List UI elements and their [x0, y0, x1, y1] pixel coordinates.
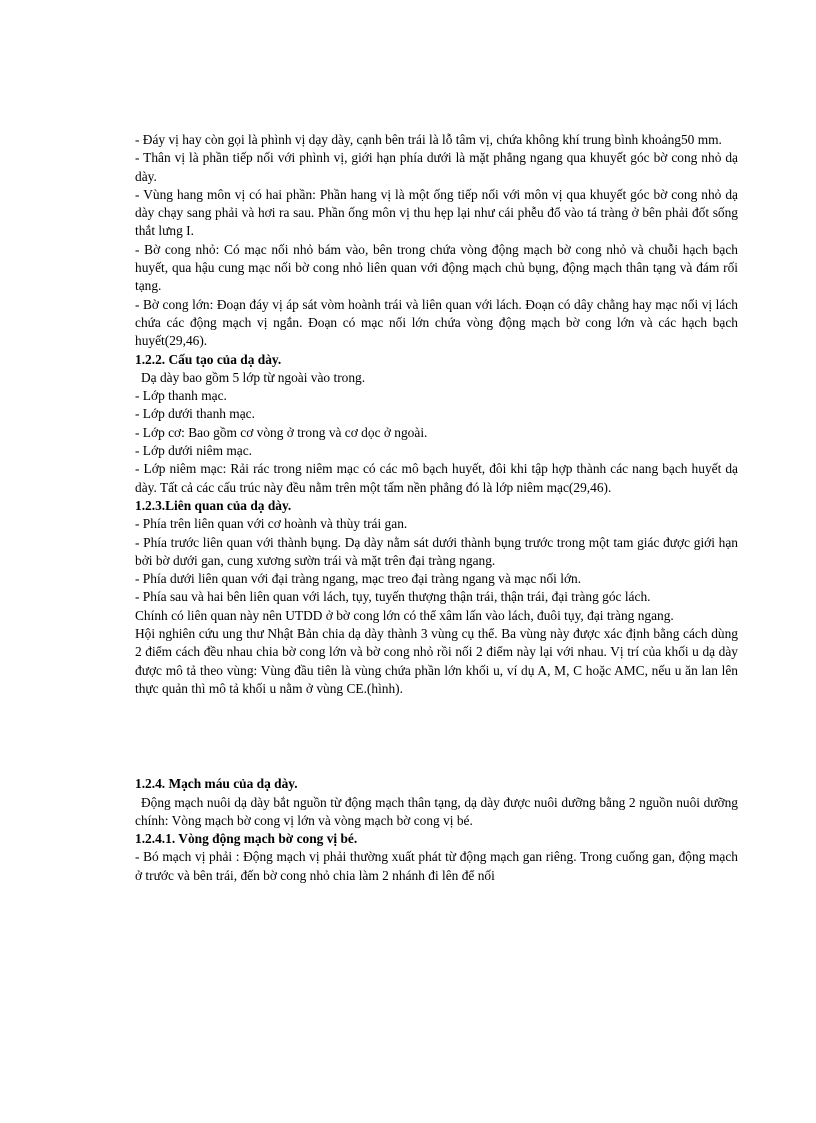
paragraph-antrum: - Vùng hang môn vị có hai phần: Phần hang vị là một ống tiếp nối với môn vị qua khuyết góc bờ cong nhỏ dạ dày chạy sang phải và hơi ra sau. Phần ống môn vị thu hẹp lại như cái phễu đổ vào tá tràng ở bên phải đốt sống thắt lưng I. — [135, 186, 738, 239]
list-item-layer: - Lớp dưới thanh mạc. — [135, 406, 255, 422]
paragraph-relation: - Phía dưới liên quan với đại tràng ngang, mạc treo đại tràng ngang và mạc nối lớn. — [135, 571, 582, 587]
paragraph-greater-curvature: - Bờ cong lớn: Đoạn đáy vị áp sát vòm hoành trái và liên quan với lách. Đoạn có dây chằng hay mạc nối vị lách chứa các động mạch vị ngắn. Đoạn có mạc nối lớn chứa vòng động mạch bờ cong lớn và các hạch bạch huyết(29,46). — [135, 296, 738, 349]
paragraph-lesser-curvature: - Bờ cong nhỏ: Có mạc nối nhỏ bám vào, bên trong chứa vòng động mạch bờ cong nhỏ và chuỗi hạch bạch huyết, qua hậu cung mạc nối bờ cong nhỏ liên quan với động mạch chủ bụng, động mạch thân tạng và đám rối tạng. — [135, 241, 738, 294]
document-page — [135, 131, 738, 885]
list-item-layer: - Lớp dưới niêm mạc. — [135, 443, 252, 459]
paragraph-fundus: - Đáy vị hay còn gọi là phình vị dạy dày, cạnh bên trái là lỗ tâm vị, chứa không khí trung bình khoảng50 mm. — [135, 132, 722, 147]
list-item-layer: - Lớp cơ: Bao gồm cơ vòng ở trong và cơ dọc ở ngoài. — [135, 424, 428, 440]
paragraph-relation: - Phía sau và hai bên liên quan với lách, tụy, tuyến thượng thận trái, thận trái, đại tràng góc lách. — [135, 589, 651, 605]
list-item-layer: - Lớp thanh mạc. — [135, 388, 227, 404]
paragraph-layers-intro: Dạ dày bao gồm 5 lớp từ ngoài vào trong. — [141, 369, 366, 385]
paragraph-body: - Thân vị là phần tiếp nối với phình vị, giới hạn phía dưới là mặt phẳng ngang qua khuyết góc bờ cong nhỏ dạ dày. — [135, 150, 738, 184]
paragraph-right-gastric: - Bó mạch vị phải : Động mạch vị phải thường xuất phát từ động mạch gan riêng. Trong cuống gan, động mạch ở trước và bên trái, đến bờ cong nhỏ chia làm 2 nhánh đi lên để nối — [135, 849, 738, 883]
heading-1-2-4-1: 1.2.4.1. Vòng động mạch bờ cong vị bé. — [135, 831, 358, 847]
heading-1-2-2: 1.2.2. Cấu tạo của dạ dày. — [135, 351, 282, 367]
paragraph-japan-classification: Hội nghiên cứu ung thư Nhật Bản chia dạ dày thành 3 vùng cụ thể. Ba vùng này được xác định bằng cách dùng 2 điểm cách đều nhau chia bờ cong lớn và bờ cong nhỏ rồi nối 2 điểm này lại với nhau. Vị trí của khối u dạ dày được mô tả theo vùng: Vùng đầu tiên là vùng chứa phần lớn khối u, ví dụ A, M, C hoặc AMC, nếu u ăn lan lên thực quản thì mô tả khối u nằm ở vùng CE.(hình). — [135, 626, 738, 696]
paragraph-relation: - Phía trên liên quan với cơ hoành và thùy trái gan. — [135, 516, 408, 532]
blank-gap — [135, 698, 738, 775]
heading-1-2-3: 1.2.3.Liên quan của dạ dày. — [135, 497, 292, 513]
paragraph-relation: - Phía trước liên quan với thành bụng. Dạ dày nằm sát dưới thành bụng trước trong một tam giác được giới hạn bởi bờ dưới gan, cung xương sườn trái và mặt trên đại tràng ngang. — [135, 534, 738, 568]
paragraph-utdd: Chính có liên quan này nên UTDD ở bờ cong lớn có thể xâm lấn vào lách, đuôi tụy, đại tràng ngang. — [135, 607, 674, 623]
paragraph-blood-supply: Động mạch nuôi dạ dày bắt nguồn từ động mạch thân tạng, dạ dày được nuôi dưỡng bằng 2 nguồn nuôi dưỡng chính: Vòng mạch bờ cong vị lớn và vòng mạch bờ cong vị bé. — [135, 794, 738, 828]
heading-1-2-4: 1.2.4. Mạch máu của dạ dày. — [135, 776, 298, 792]
list-item-layer: - Lớp niêm mạc: Rải rác trong niêm mạc có các mô bạch huyết, đôi khi tập hợp thành các nang bạch huyết dạ dày. Tất cả các cấu trúc này đều nằm trên một tấm nền phẳng đó là lớp niêm mạc(29,46). — [135, 461, 738, 495]
